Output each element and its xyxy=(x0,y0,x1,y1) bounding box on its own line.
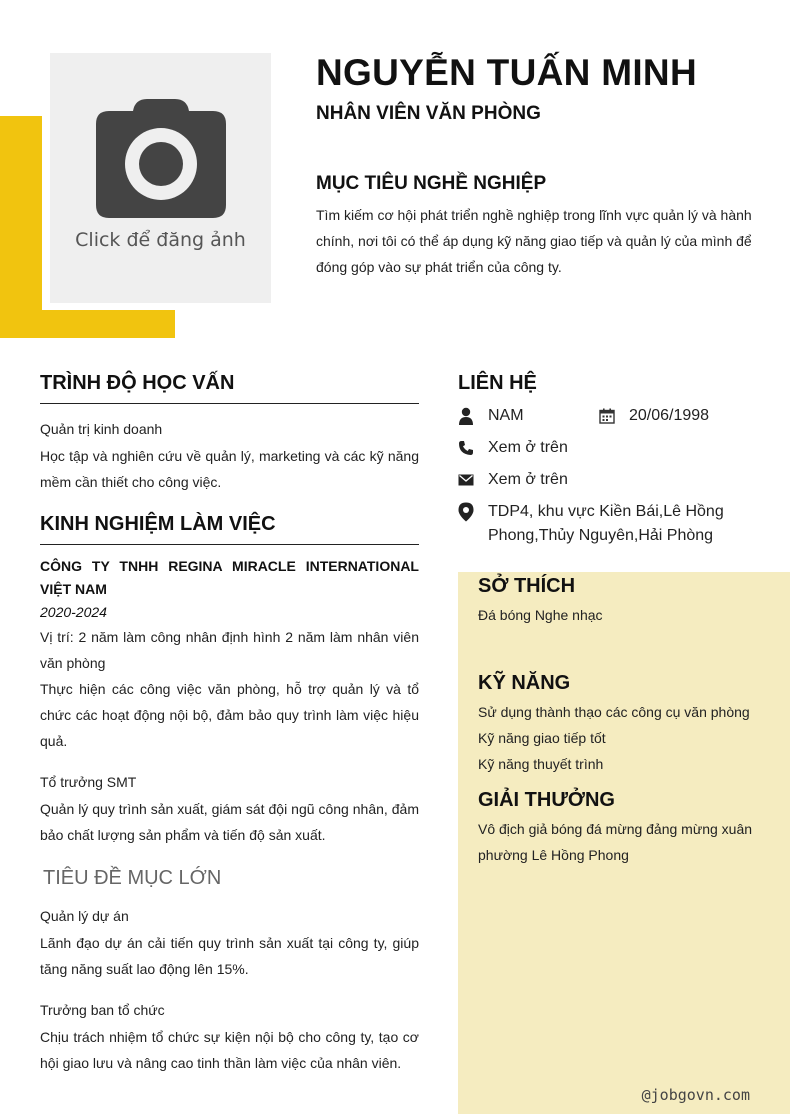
experience-role2-title: Tổ trưởng SMT xyxy=(40,774,137,790)
accent-bar-vertical xyxy=(0,116,42,338)
experience-role2-text: Quản lý quy trình sản xuất, giám sát đội ngũ công nhân, đảm bảo chất lượng sản phẩm và tiến độ sản xuất. xyxy=(40,801,419,843)
experience-company: CÔNG TY TNHH REGINA MIRACLE INTERNATIONAL VIỆT NAM xyxy=(40,558,419,597)
birthday-value: 20/06/1998 xyxy=(629,407,710,424)
awards-heading: GIẢI THƯỞNG xyxy=(478,789,615,811)
person-icon xyxy=(458,404,488,428)
big-section-item2-title: Trưởng ban tổ chức xyxy=(40,1002,165,1018)
phone-icon xyxy=(458,436,488,460)
right-column xyxy=(458,372,790,544)
skill-item: Sử dụng thành thạo các công cụ văn phòng xyxy=(478,704,750,720)
big-section-item2-text: Chịu trách nhiệm tổ chức sự kiện nội bộ cho công ty, tạo cơ hội giao lưu và nâng cao tinh thần làm việc của nhân viên. xyxy=(40,1029,419,1071)
location-pin-icon xyxy=(458,500,488,524)
photo-upload[interactable] xyxy=(50,53,271,303)
camera-icon xyxy=(95,89,227,221)
hobbies-text: Đá bóng Nghe nhạc xyxy=(478,607,603,623)
phone-value: Xem ở trên xyxy=(488,439,568,456)
big-section-item1-title: Quản lý dự án xyxy=(40,908,129,924)
experience-duty: Thực hiện các công việc văn phòng, hỗ trợ quản lý và tổ chức các hoạt động nội bộ, đảm bảo quy trình làm việc hiệu quả. xyxy=(40,681,419,749)
awards-text: Vô địch giả bóng đá mừng đảng mừng xuân phường Lê Hồng Phong xyxy=(478,821,753,863)
address-value: TDP4, khu vực Kiền Bái,Lê Hồng Phong,Thủy Nguyên,Hải Phòng xyxy=(488,503,724,544)
skills-heading: KỸ NĂNG xyxy=(478,672,571,694)
contact-phone xyxy=(458,436,568,460)
education-major: Quản trị kinh doanh xyxy=(40,421,163,437)
watermark: @jobgovn.com xyxy=(641,1086,750,1104)
contact-email xyxy=(458,468,568,492)
skill-item: Kỹ năng thuyết trình xyxy=(478,756,604,772)
objective-text: Tìm kiếm cơ hội phát triển nghề nghiệp trong lĩnh vực quản lý và hành chính, nơi tôi có thể áp dụng kỹ năng giao tiếp và quản lý của mình để đóng góp vào sự phát triển của công ty. xyxy=(316,207,752,275)
skill-item: Kỹ năng giao tiếp tốt xyxy=(478,730,606,746)
gender-value: NAM xyxy=(488,407,524,424)
education-heading: TRÌNH ĐỘ HỌC VẤN xyxy=(40,372,419,404)
experience-heading: KINH NGHIỆM LÀM VIỆC xyxy=(40,513,419,545)
accent-bar-horizontal xyxy=(0,310,175,338)
contact-gender xyxy=(458,404,524,428)
hobbies-heading: SỞ THÍCH xyxy=(478,575,576,597)
contact-heading: LIÊN HỆ xyxy=(458,372,537,394)
left-column xyxy=(40,372,419,1076)
email-value: Xem ở trên xyxy=(488,471,568,488)
experience-period: 2020-2024 xyxy=(40,604,107,620)
contact-birthday xyxy=(599,404,709,428)
education-description: Học tập và nghiên cứu về quản lý, marketing và các kỹ năng mềm cần thiết cho công việc. xyxy=(40,448,419,490)
big-section-item1-text: Lãnh đạo dự án cải tiến quy trình sản xuất tại công ty, giúp tăng năng suất lao động lên 15%. xyxy=(40,935,419,977)
sidebar-panel xyxy=(458,572,790,1114)
candidate-name: NGUYỄN TUẤN MINH xyxy=(316,52,697,93)
experience-position: Vị trí: 2 năm làm công nhân định hình 2 năm làm nhân viên văn phòng xyxy=(40,629,419,671)
photo-upload-label: Click để đăng ảnh xyxy=(75,229,246,251)
contact-address xyxy=(458,500,758,548)
big-section-heading: TIÊU ĐỀ MỤC LỚN xyxy=(43,867,222,889)
calendar-icon xyxy=(599,404,629,428)
mail-icon xyxy=(458,468,488,492)
job-title: NHÂN VIÊN VĂN PHÒNG xyxy=(316,103,541,124)
objective-heading: MỤC TIÊU NGHỀ NGHIỆP xyxy=(316,173,547,194)
